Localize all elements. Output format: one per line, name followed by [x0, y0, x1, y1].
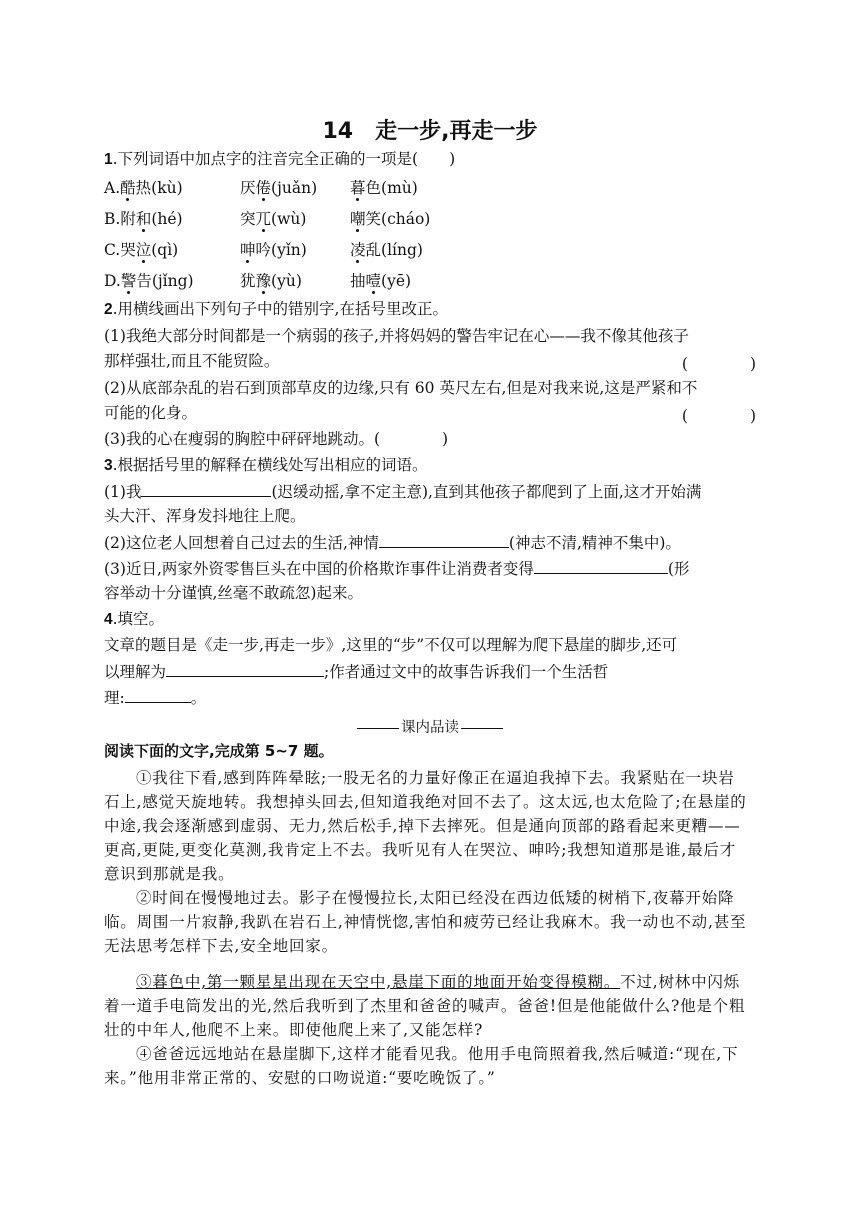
q2-answer-paren-2[interactable]: ( ): [681, 407, 756, 425]
q3-sentence-1a: (1)我 (迟缓动摇,拿不定主意),直到其他孩子都爬到了上面,这才开始满: [104, 483, 702, 501]
reading-paragraph-3: ③暮色中,第一颗星星出现在天空中,悬崖下面的地面开始变得模糊。不过,树林中闪烁着一道手电筒发出的光,然后我听到了杰里和爸爸的喊声。爸爸!但是他能做什么?他是个粗壮的中年人,他爬不上来。即使他爬上来了,又能怎样?: [104, 973, 746, 1039]
q4-stem: 4.填空。: [104, 610, 165, 628]
q1-option-d-word2: 犹豫(yù): [240, 272, 302, 290]
q2-sentence-2b: 可能的化身。: [104, 404, 198, 422]
page-title: 14 走一步,再走一步: [322, 119, 538, 144]
q3-number: 3: [104, 457, 113, 474]
q3-stem: 3.根据括号里的解释在横线处写出相应的词语。: [104, 456, 428, 474]
q2-stem: 2.用横线画出下列句子中的错别字,在括号里改正。: [104, 300, 448, 318]
q4-blank-1[interactable]: [166, 662, 324, 677]
q3-sentence-3b: 容举动十分谨慎,丝毫不敢疏忽)起来。: [104, 584, 363, 602]
reading-instructions: 阅读下面的文字,完成第 5~7 题。: [104, 742, 334, 760]
reading-paragraph-2: ②时间在慢慢地过去。影子在慢慢拉长,太阳已经没在西边低矮的树梢下,夜幕开始降临。周围一片寂静,我趴在岩石上,神情恍惚,害怕和疲劳已经让我麻木。我一动也不动,甚至无法思考怎样下去,安全地回家。: [104, 889, 747, 955]
section-title: 课内品读: [401, 720, 459, 736]
q1-option-a-word3: 暮色(mù): [350, 179, 418, 197]
q2-answer-paren-1[interactable]: ( ): [681, 355, 756, 373]
q1-option-b-word2: 突兀(wù): [240, 210, 307, 228]
q1-option-a-word2: 厌倦(juǎn): [240, 179, 318, 197]
q1-option-b-word3: 嘲笑(cháo): [350, 210, 431, 228]
q1-number: 1: [104, 151, 113, 168]
q1-stem-text: .下列词语中加点字的注音完全正确的一项是( ): [112, 150, 456, 168]
section-rule-left: [357, 728, 399, 729]
q1-option-b-word1: B.附和(hé): [104, 210, 183, 228]
reading-paragraph-1: ①我往下看,感到阵阵晕眩;一股无名的力量好像正在逼迫我掉下去。我紧贴在一块岩石上,感觉天旋地转。我想掉头回去,但知道我绝对回不去了。这太远,也太危险了;在悬崖的中途,我会逐渐感到虚弱、无力,然后松手,掉下去摔死。但是通向顶部的路看起来更糟——更高,更陡,更变化莫测,我肯定上不去。我听见有人在哭泣、呻吟;我想知道那是谁,最后才意识到那就是我。: [104, 769, 747, 883]
q3-sentence-1b: 头大汗、浑身发抖地往上爬。: [104, 507, 306, 525]
q4-blank-2[interactable]: [125, 688, 191, 703]
section-rule-right: [461, 728, 503, 729]
underlined-sentence: ③暮色中,第一颗星星出现在天空中,悬崖下面的地面开始变得模糊。: [136, 973, 621, 991]
q4-line-2: 以理解为 ;作者通过文中的故事告诉我们一个生活哲: [104, 663, 609, 681]
q1-option-d-word3: 抽噎(yē): [350, 272, 412, 290]
q4-number: 4: [104, 611, 113, 628]
q1-option-c-word2: 呻吟(yǐn): [240, 241, 307, 259]
section-header: [0, 716, 860, 737]
q1-stem: [104, 150, 455, 169]
q2-sentence-2a: (2)从底部杂乱的岩石到顶部草皮的边缘,只有 60 英尺左右,但是对我来说,这是严紧和不: [104, 379, 698, 397]
q3-blank-2[interactable]: [379, 533, 509, 548]
q1-option-c-word3: 凌乱(líng): [350, 241, 423, 259]
q2-sentence-3: (3)我的心在瘦弱的胸腔中砰砰地跳动。( ): [104, 430, 449, 448]
q3-blank-3[interactable]: [534, 559, 668, 574]
q4-line-3: 理: 。: [104, 689, 207, 707]
reading-paragraph-4: ④爸爸远远地站在悬崖脚下,这样才能看见我。他用手电筒照着我,然后喊道:“现在,下来。”他用非常正常的、安慰的口吻说道:“要吃晚饭了。”: [104, 1045, 739, 1087]
q1-option-a-word1: A.酷热(kù): [104, 179, 183, 197]
q4-line-1: 文章的题目是《走一步,再走一步》,这里的“步”不仅可以理解为爬下悬崖的脚步,还可: [104, 636, 678, 654]
q2-sentence-1b: 那样强壮,而且不能贸险。: [104, 352, 280, 370]
q2-sentence-1a: (1)我绝大部分时间都是一个病弱的孩子,并将妈妈的警告牢记在心——我不像其他孩子: [104, 327, 689, 345]
q3-blank-1[interactable]: [141, 482, 271, 497]
q2-number: 2: [104, 301, 113, 318]
q3-sentence-2: (2)这位老人回想着自己过去的生活,神情 (神志不清,精神不集中)。: [104, 534, 681, 552]
q3-sentence-3a: (3)近日,两家外资零售巨头在中国的价格欺诈事件让消费者变得 (形: [104, 560, 690, 578]
q1-option-c-word1: C.哭泣(qì): [104, 241, 179, 259]
q1-option-d-word1: D.警告(jǐng): [104, 272, 194, 290]
